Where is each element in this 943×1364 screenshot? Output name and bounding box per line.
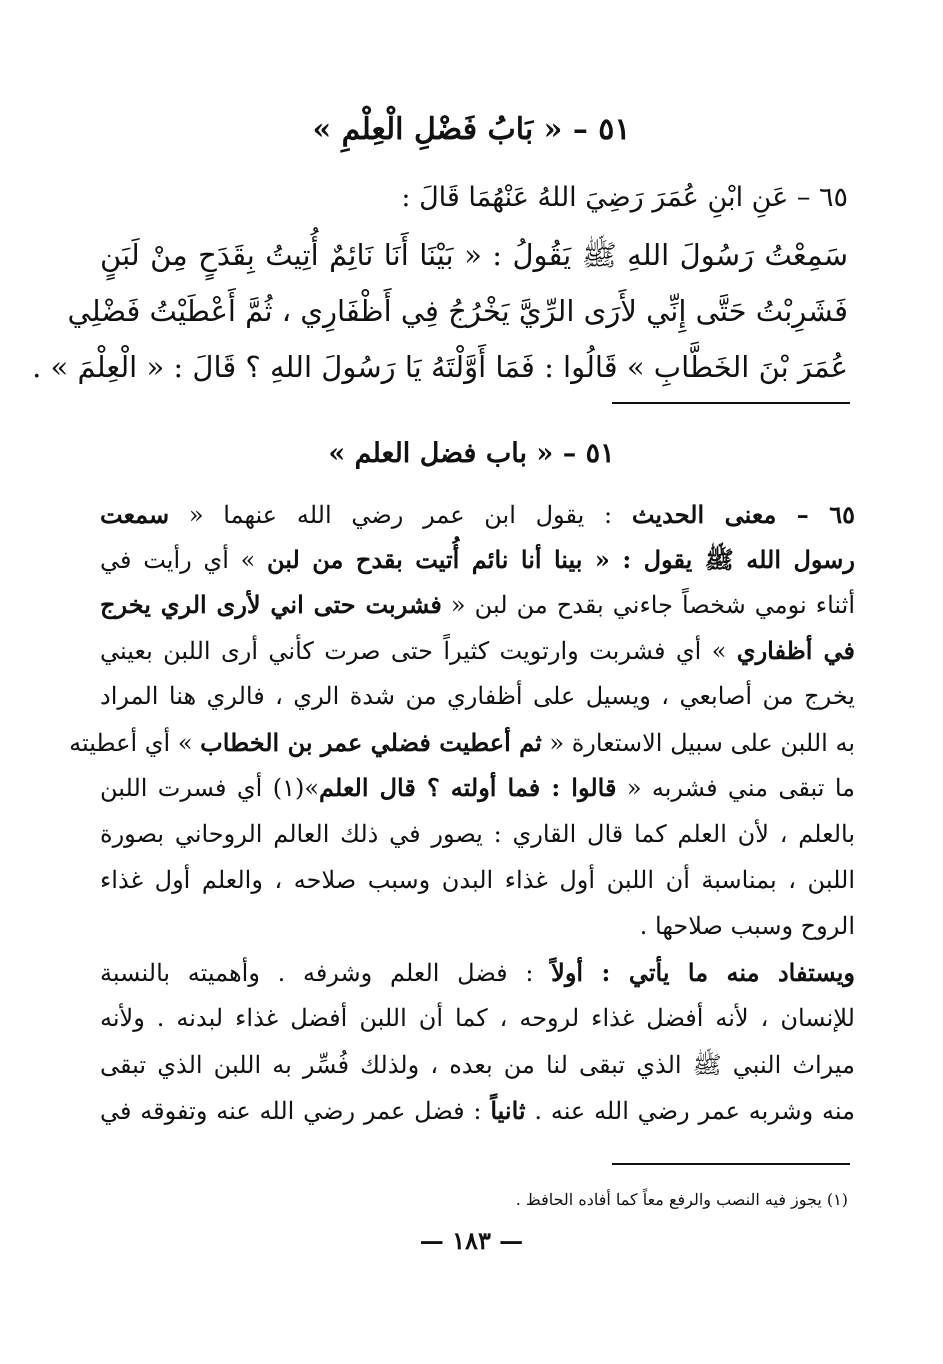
text-phrase: به اللبن على سبيل الاستعارة « (541, 729, 855, 757)
footnote: (١) يجوز فيه النصب والرفع معاً كما أفاده الحافظ . (515, 1190, 848, 1209)
footnote-ref: »(١) (272, 774, 320, 802)
commentary-line: للإنسان ، لأنه أفضل غذاء لروحه ، كما أن اللبن أفضل غذاء لبدنه . ولأنه (100, 1004, 855, 1032)
bold-phrase: في أظفاري (736, 636, 855, 665)
commentary-heading: ٥١ – « باب فضل العلم » (328, 438, 615, 469)
commentary-line (100, 773, 855, 802)
text-phrase: أثناء نومي شخصاً جاءني بقدح من لبن « (441, 591, 855, 619)
text-phrase: » أي فشربت وارتويت كثيراً حتى صرت كأني أرى اللبن بعيني (100, 637, 737, 665)
commentary-line (100, 1096, 855, 1125)
bold-phrase: ويستفاد منه ما يأتي : أولاً (551, 958, 856, 987)
text-phrase: : فضل العلم وشرفه . وأهميته بالنسبة (100, 959, 552, 987)
bold-phrase: رسول الله ﷺ يقول : « بينا أنا نائم أُتيت بقدح من لبن (267, 545, 855, 574)
commentary-line: بالعلم ، لأن العلم كما قال القاري : يصور في ذلك العالم الروحاني بصورة (100, 820, 855, 848)
commentary-line: الروح وسبب صلاحها . (639, 912, 855, 940)
commentary-line: يخرج من أصابعي ، ويسيل على أظفاري من شدة الري ، فالري هنا المراد (100, 682, 855, 710)
bold-phrase: ثم أعطيت فضلي عمر بن الخطاب (200, 728, 542, 757)
commentary-line (69, 728, 855, 757)
bold-phrase: سمعت (100, 500, 170, 529)
bold-phrase: فشربت حتى اني لأرى الري يخرج (100, 590, 442, 619)
bold-phrase: قالوا : فما أولته ؟ قال العلم (319, 773, 617, 802)
hadith-line: سَمِعْتُ رَسُولَ اللهِ ﷺ يَقُولُ : « بَيْنَا أَنَا نَائِمٌ أُتِيتُ بِقَدَحٍ مِنْ لَبَنٍ (100, 238, 848, 272)
hadith-line: فَشَرِبْتُ حَتَّى إِنِّي لأَرَى الرِّيَّ يَخْرُجُ فِي أَظْفَارِي ، ثُمَّ أَعْطَيْتُ فَضْلِي (67, 294, 848, 328)
text-phrase: ما تبقى مني فشربه « (616, 774, 856, 802)
commentary-line (100, 636, 855, 665)
commentary-line: ميراث النبي ﷺ الذي تبقى لنا من بعده ، ولذلك فُسِّر به اللبن الذي تبقى (100, 1051, 855, 1079)
commentary-line (100, 545, 855, 580)
text-phrase: منه وشربه عمر رضي الله عنه . (525, 1097, 855, 1125)
commentary-line (100, 500, 855, 529)
commentary-line (100, 590, 855, 619)
hadith-intro: ٦٥ – عَنِ ابْنِ عُمَرَ رَضِيَ اللهُ عَنْهُمَا قَالَ : (401, 182, 848, 213)
text-phrase: » أي رأيت في (100, 546, 267, 574)
separator-rule (612, 402, 850, 404)
text-phrase: أي فسرت اللبن (100, 774, 273, 802)
commentary-line (100, 958, 855, 987)
footnote-rule (612, 1163, 850, 1165)
chapter-heading: ٥١ – « بَابُ فَضْلِ الْعِلْمِ » (312, 112, 631, 147)
text-phrase: : يقول ابن عمر رضي الله عنهما « (169, 501, 632, 529)
text-phrase: » أي أعطيته (69, 729, 201, 757)
bold-phrase: ثانياً (490, 1096, 526, 1125)
text-phrase: : فضل عمر رضي الله عنه وتفوقه في (100, 1097, 491, 1125)
page-number: — ١٨٣ — (419, 1226, 524, 1255)
bold-phrase: ٦٥ – معنى الحديث (631, 500, 856, 529)
hadith-line: عُمَرَ بْنَ الخَطَّابِ » قَالُوا : فَمَا أَوَّلْتَهُ يَا رَسُولَ اللهِ ؟ قَالَ : « الْعِلْمَ » . (32, 350, 848, 384)
commentary-line: اللبن ، بمناسبة أن اللبن أول غذاء البدن وسبب صلاحه ، والعلم أول غذاء (100, 866, 855, 894)
